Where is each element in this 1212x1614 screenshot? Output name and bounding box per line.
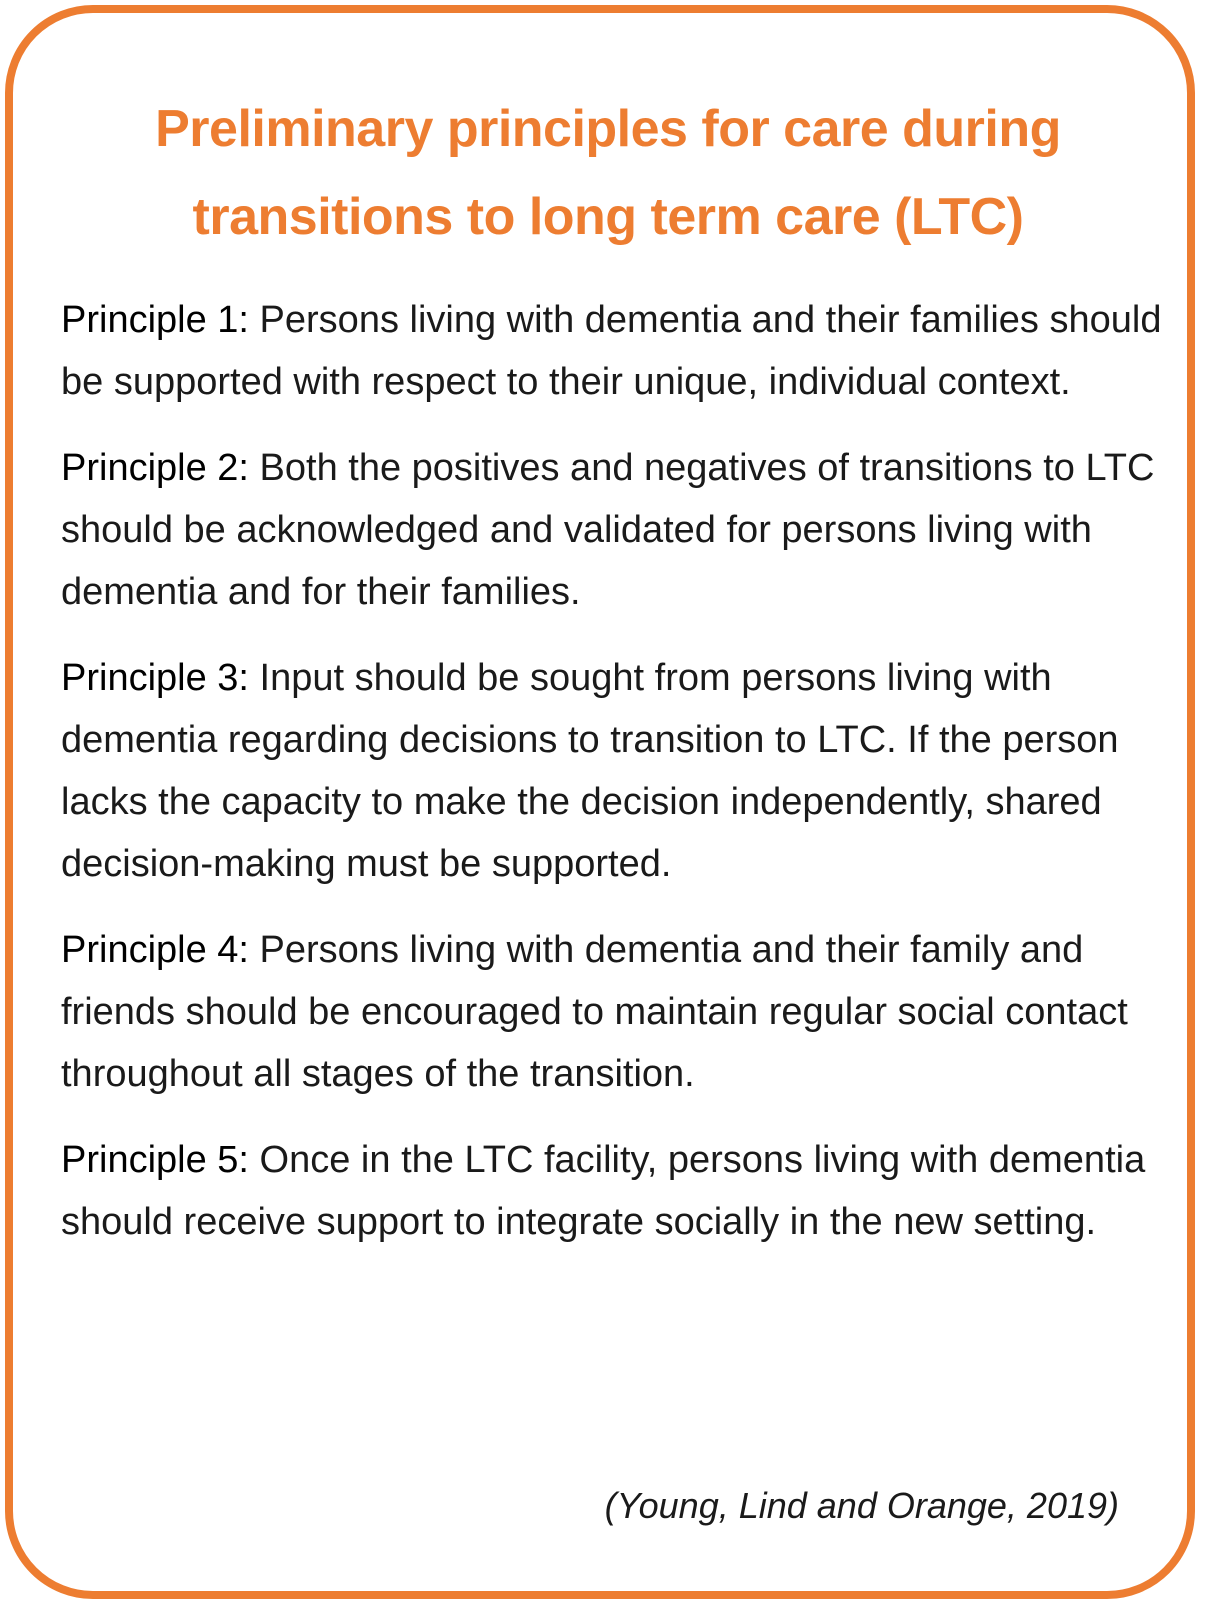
principle-1-text: Persons living with dementia and their families should be supported with respect to their unique, individual context. [61, 299, 1162, 403]
principle-4-text: Persons living with dementia and their family and friends should be encouraged to maintain regular social contact throughout all stages of the transition. [61, 929, 1128, 1095]
principles-card [5, 5, 1195, 1599]
principles-list [61, 289, 1171, 1277]
principle-1 [61, 289, 1171, 413]
principle-1-label: Principle 1: [61, 299, 249, 341]
principle-2-text: Both the positives and negatives of transitions to LTC should be acknowledged and validated for persons living with dementia and for their families. [61, 447, 1155, 613]
principle-3-label: Principle 3: [61, 657, 249, 699]
principle-3 [61, 647, 1171, 895]
principle-5-text: Once in the LTC facility, persons living with dementia should receive support to integrate socially in the new setting. [61, 1139, 1146, 1243]
page-title: Preliminary principles for care during transitions to long term care (LTC) [155, 100, 1061, 246]
principle-3-text: Input should be sought from persons living with dementia regarding decisions to transition to LTC. If the person lacks the capacity to make the decision independently, shared decision-making must be supported. [61, 657, 1119, 885]
principle-4 [61, 919, 1171, 1105]
principle-2 [61, 437, 1171, 623]
principle-5 [61, 1129, 1171, 1253]
principle-2-label: Principle 2: [61, 447, 249, 489]
principle-5-label: Principle 5: [61, 1139, 249, 1181]
principle-4-label: Principle 4: [61, 929, 249, 971]
citation: (Young, Lind and Orange, 2019) [604, 1485, 1119, 1526]
